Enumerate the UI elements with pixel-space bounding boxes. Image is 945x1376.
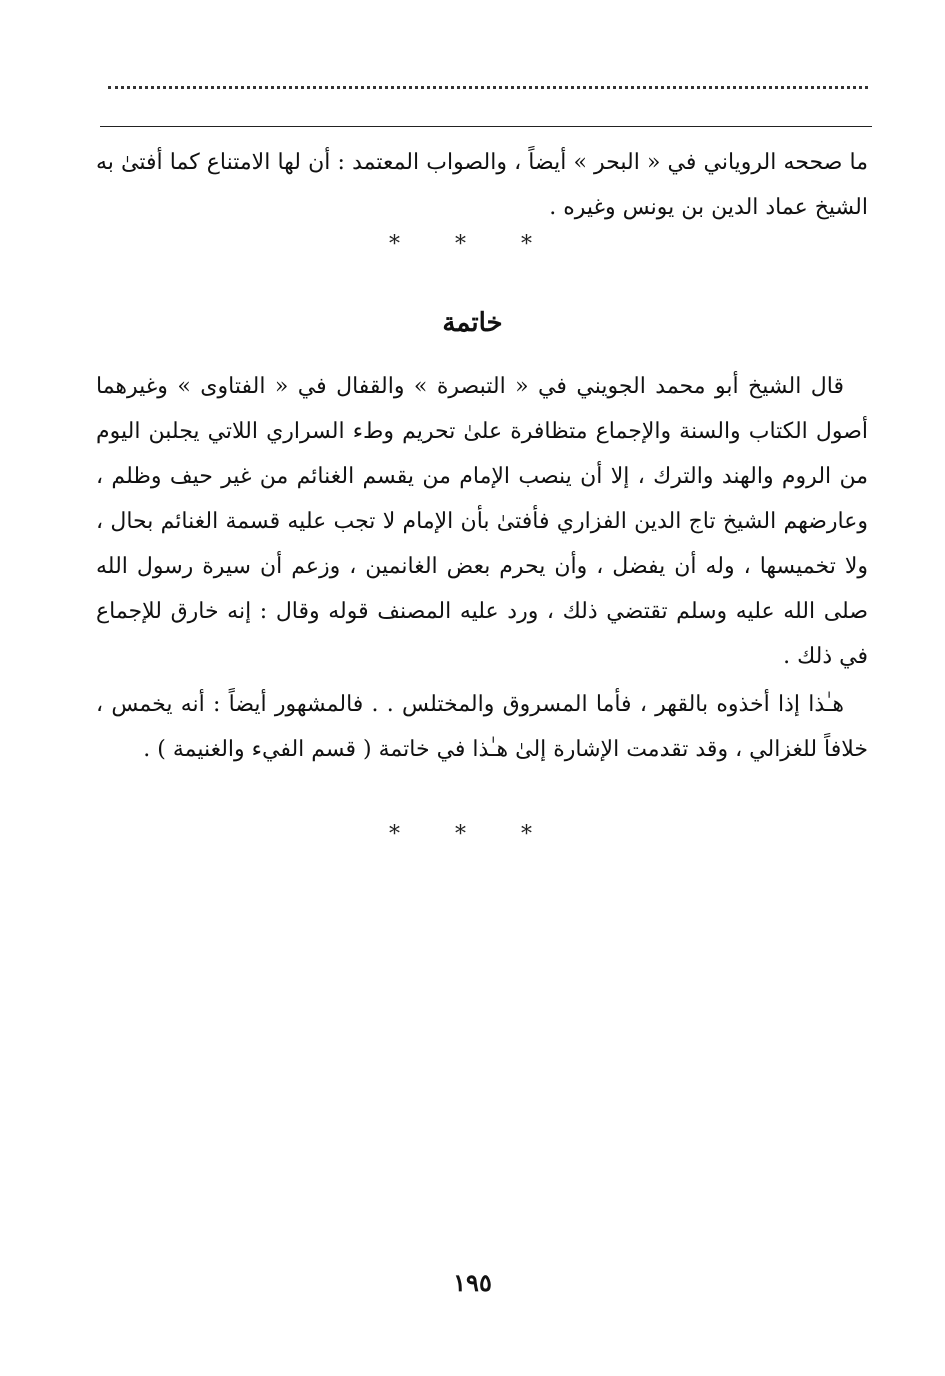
asterism-separator: * * * xyxy=(389,232,556,257)
body-paragraph: قال الشيخ أبو محمد الجويني في « التبصرة » والقفال في « الفتاوى » وغيرهما أصول الكتاب والسنة والإجماع متظافرة علىٰ تحريم وطء السراري اللاتي يجلبن اليوم من الروم والهند والترك ، إلا أن ينصب الإمام من يقسم الغنائم من غير حيف وظلم ، وعارضهم الشيخ تاج الدين الفزاري فأفتىٰ بأن الإمام لا تجب عليه قسمة الغنائم بحال ، ولا تخميسها ، وله أن يفضل ، وأن يحرم بعض الغانمين ، وزعم أن سيرة رسول الله صلى الله عليه وسلم تقتضي ذلك ، ورد عليه المصنف قوله وقال : إنه خارق للإجماع في ذلك . xyxy=(96,374,869,669)
page-number: ١٩٥ xyxy=(453,1268,492,1297)
footnote-text: ما صححه الروياني في « البحر » أيضاً ، والصواب المعتمد : أن لها الامتناع كما أفتىٰ به الشيخ عماد الدين بن يونس وغيره . xyxy=(96,150,868,220)
body-paragraph: هـٰذا إذا أخذوه بالقهر ، فأما المسروق والمختلس . . فالمشهور أيضاً : أنه يخمس ، خلافاً للغزالي ، وقد تقدمت الإشارة إلىٰ هـٰذا في خاتمة ( قسم الفيء والغنيمة ) . xyxy=(96,692,868,762)
section-heading: خاتمة xyxy=(442,308,503,338)
dotted-separator-line xyxy=(108,86,868,89)
footnote-rule xyxy=(100,126,872,127)
asterism-separator: * * * xyxy=(389,822,556,847)
